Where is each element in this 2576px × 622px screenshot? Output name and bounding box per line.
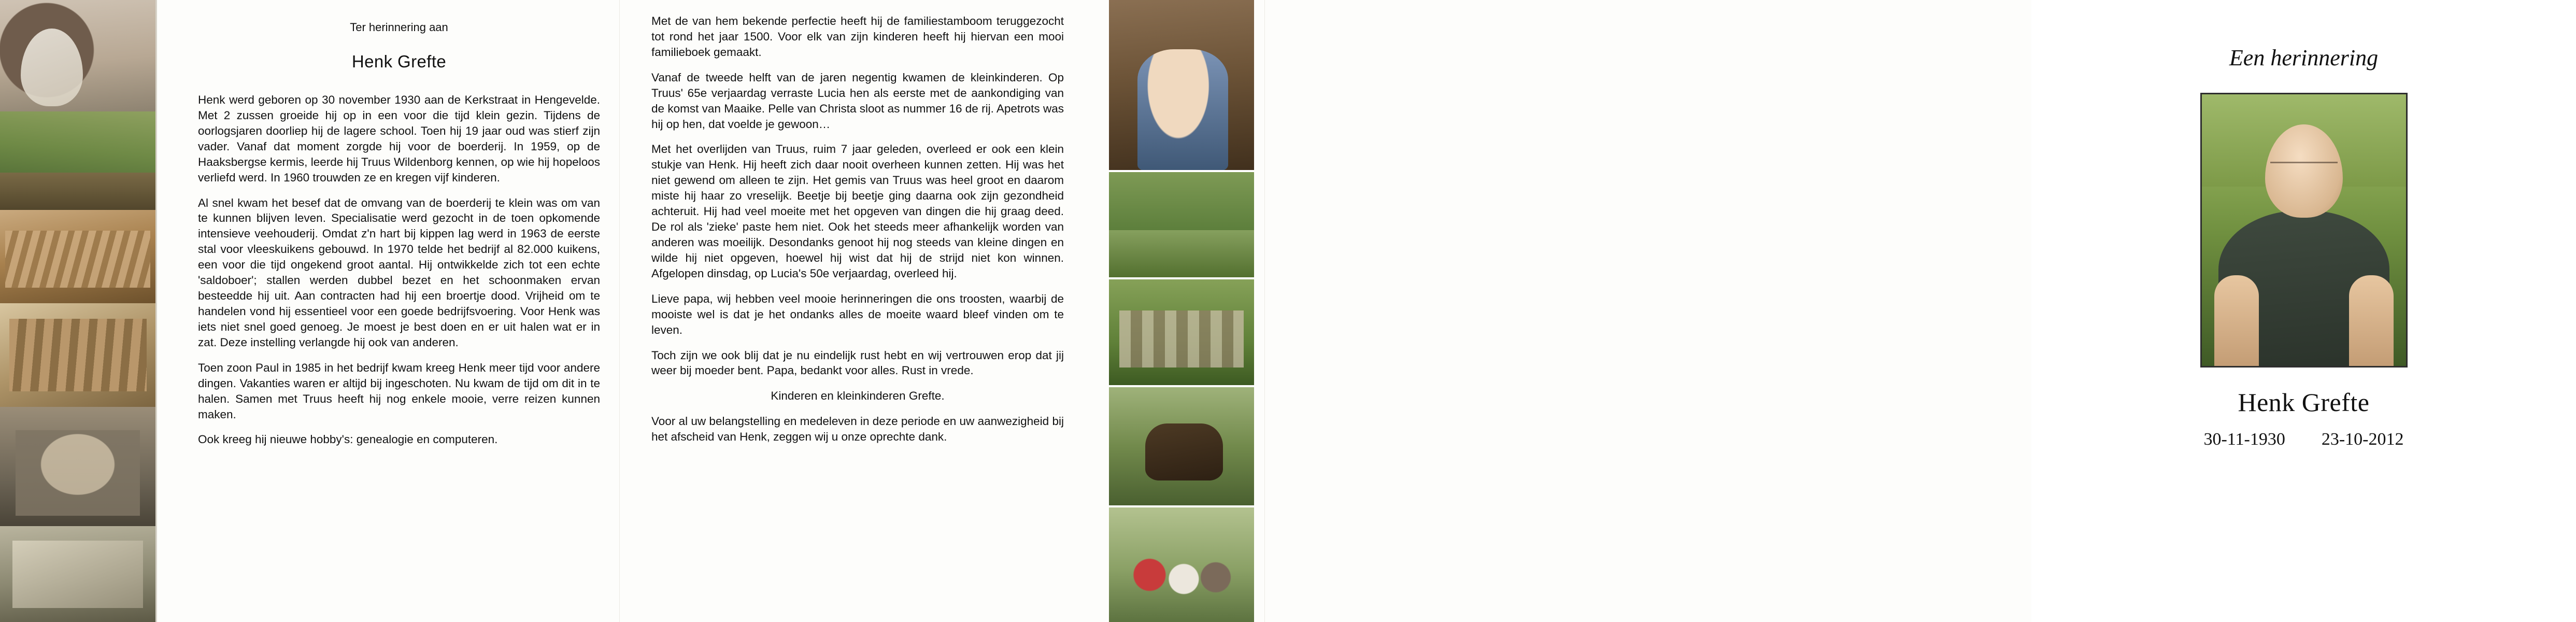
text-column-2 xyxy=(640,0,1075,452)
photo-collage xyxy=(0,0,155,622)
poultry-barn-photo xyxy=(0,210,155,303)
horse-rider-photo xyxy=(1109,387,1254,505)
memorial-name: Henk Grefte xyxy=(2238,388,2370,417)
family-portrait-photo xyxy=(0,407,155,526)
portrait-photo xyxy=(2200,93,2408,367)
farm-field-photo-caption xyxy=(2,203,40,208)
paragraph: Vanaf de tweede helft van de jaren negentig kwamen de kleinkinderen. Op Truus' 65e verjaardag verraste Lucia hen als eerste met de aankondiging van de komst van Maaike. Pelle van Christa sloot as nummer 16 de rij. Apetrots was hij op hen, dat voelde je gewoon… xyxy=(651,70,1064,131)
paragraph: Toen zoon Paul in 1985 in het bedrijf kwam kreeg Henk meer tijd voor andere dingen. Vakanties waren er altijd bij ingeschoten. Nu kwam de tijd om dit in te halen. Samen met Truus heeft hij nog enkele mooie, verre reizen kunnen maken. xyxy=(198,361,600,421)
wedding-photo-caption xyxy=(2,105,64,110)
barn-interior-photo xyxy=(0,303,155,407)
poultry-barn-photo-caption xyxy=(2,296,36,302)
farm-field-photo xyxy=(0,111,155,210)
paragraph: Ook kreeg hij nieuwe hobby's: genealogie en computeren. xyxy=(198,433,498,446)
portrait-arm-left xyxy=(2214,275,2259,366)
group-photo xyxy=(0,526,155,622)
barn-interior-photo-caption xyxy=(2,400,43,405)
group-photo-caption xyxy=(2,615,25,620)
panel-fold-line xyxy=(1264,0,1265,622)
paragraph: Met de van hem bekende perfectie heeft hij de familiestamboom teruggezocht tot rond het jaar 1500. Voor elk van zijn kinderen heeft hij hiervan een mooi familieboek gemaakt. xyxy=(651,15,1064,59)
family-portrait-photo-caption xyxy=(2,519,31,525)
paragraph: Al snel kwam het besef dat de omvang van de boerderij te klein was om van te kunnen blijven leven. Specialisatie werd gezocht in de toen opkomende intensieve veehouderij. Omdat z'n hart bij kippen lag werd in 1963 de eerste stal voor vleeskuikens gebouwd. In 1970 telde het bedrijf al 82.000 kuikens, een voor die tijd ongekend groot aantal. Hij ontwikkelde zich tot een echte 'saldoboer'; stallen werden dubbel bezet en het schoonmaken ervan besteedde hij uit. Aan contracten had hij een broertje dood. Vrijheid om te handelen vond hij essentieel voor een goede bedrijfsvoering. Voor Henk was iets niet snel goed genoeg. Je moest je best doen en er uit halen wat er in zat. Deze instelling verlangde hij ook van anderen. xyxy=(198,196,600,349)
birth-date: 30-11-1930 xyxy=(2203,430,2285,449)
paragraph: Henk werd geboren op 30 november 1930 aan de Kerkstraat in Hengevelde. Met 2 zussen groeide hij op in een voor die tijd klein gezin. Tijdens de oorlogsjaren doorliep hij de lagere school. Toen hij 19 jaar oud was stierf zijn vader. Vanaf dat moment zorgde hij voor de boerderij. In 1959, op de Haaksbergse kermis, leerde hij Truus Wildenborg kennen, op wie hij hopeloos verliefd werd. In 1960 trouwden ze en kregen vijf kinderen. xyxy=(198,93,600,184)
memorial-panel xyxy=(2031,0,2576,622)
intro-line: Ter herinnering aan xyxy=(350,21,448,34)
memorial-title: Een herinnering xyxy=(2229,45,2379,70)
grandchildren-outdoor-photo xyxy=(1109,172,1254,278)
death-date: 23-10-2012 xyxy=(2321,430,2404,449)
memorial-dates xyxy=(2203,430,2403,449)
wedding-photo xyxy=(0,0,155,111)
text-column-1 xyxy=(187,0,611,455)
couple-with-grandchildren-photo xyxy=(1109,507,1254,622)
deceased-name: Henk Grefte xyxy=(351,52,447,71)
family-group-garden-photo xyxy=(1109,279,1254,385)
signoff-line: Kinderen en kleinkinderen Grefte. xyxy=(771,389,945,403)
photo-strip xyxy=(1109,0,1254,622)
portrait-arm-right xyxy=(2349,275,2394,366)
paragraph: Met het overlijden van Truus, ruim 7 jaar geleden, overleed er ook een klein stukje van Henk. Hij heeft zich daar nooit overheen kunnen zetten. Hij was het niet gewend om alleen te zijn. Het gemis van Truus was heel groot en daarom miste hij haar zo vreselijk. Beetje bij beetje ging daarna ook zijn gezondheid achteruit. Hij had veel moeite met het opgeven van dingen die hij graag deed. De rol als 'zieke' paste hem niet. Ook het steeds meer afhankelijk worden van anderen was moeilijk. Desondanks genoot hij nog steeds van kleine dingen en wilde hij niet opgeven, hoewel hij wist dat hij de strijd niet kon winnen. Afgelopen dinsdag, op Lucia's 50e verjaardag, overleed hij. xyxy=(651,143,1064,280)
glasses-icon xyxy=(2270,162,2338,177)
paragraph: Toch zijn we ook blij dat je nu eindelijk rust hebt en wij vertrouwen erop dat jij weer bij moeder bent. Papa, bedankt voor alles. Rust in vrede. xyxy=(651,348,1064,377)
paragraph: Lieve papa, wij hebben veel mooie herinneringen die ons troosten, waarbij de mooiste wel is dat je het ondanks alles de moeite waard bleef vinden om te leven. xyxy=(651,292,1064,336)
column-fold-line xyxy=(619,0,620,622)
grandfather-grandchild-photo xyxy=(1109,0,1254,170)
collage-divider xyxy=(155,0,157,622)
paragraph: Voor al uw belangstelling en medeleven in deze periode en uw aanwezigheid bij het afscheid van Henk, zeggen wij u onze oprechte dank. xyxy=(651,415,1064,444)
